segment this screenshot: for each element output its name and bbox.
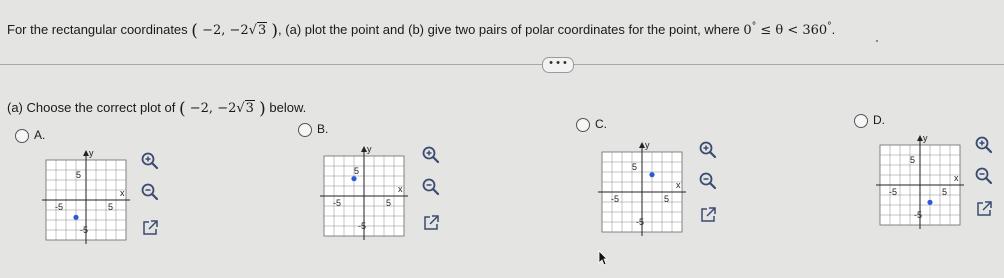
- zoom-out-icon[interactable]: [140, 182, 160, 202]
- option-c-label: C.: [595, 117, 607, 131]
- y-axis-label: y: [367, 144, 372, 154]
- y-tick-label: 5: [354, 166, 360, 176]
- question-text: For the rectangular coordinates ( −2, −2√3 ), (a) plot the point and (b) give two pairs of polar coordinates for the point, where 0° ≤ θ < 360°.: [7, 21, 836, 41]
- x-tick-label: 5: [108, 202, 114, 212]
- zoom-in-icon[interactable]: [698, 140, 718, 160]
- x-axis-label: x: [676, 180, 681, 190]
- graph-option-b: [312, 144, 412, 249]
- y-tick-label: -5: [914, 210, 923, 220]
- x-tick-label: 5: [386, 198, 392, 208]
- mouse-cursor-icon: [598, 250, 608, 266]
- x-tick-label: -5: [55, 202, 64, 212]
- part-a-prompt: (a) Choose the correct plot of ( −2, −2√3 ) below.: [7, 99, 307, 119]
- radio-option-a[interactable]: [15, 129, 29, 143]
- y-tick-label: -5: [636, 217, 645, 227]
- plotted-point: [73, 215, 78, 220]
- decorative-dot: [876, 40, 878, 42]
- theta-condition: 0° ≤ θ < 360°: [743, 21, 832, 38]
- x-axis-label: x: [120, 188, 125, 198]
- radio-option-b[interactable]: [298, 123, 312, 137]
- open-external-icon[interactable]: [974, 199, 994, 219]
- question-suffix: , (a) plot the point and (b) give two pairs of polar coordinates for the point, where: [278, 22, 740, 37]
- x-tick-label: 5: [664, 194, 670, 204]
- option-d-label: D.: [873, 113, 885, 127]
- option-a-label: A.: [34, 128, 46, 142]
- section-divider: [0, 64, 1004, 65]
- x-axis-label: x: [398, 184, 403, 194]
- zoom-out-icon[interactable]: [698, 171, 718, 191]
- open-external-icon[interactable]: [140, 218, 160, 238]
- graph-option-a: [34, 148, 134, 253]
- zoom-in-icon[interactable]: [974, 135, 994, 155]
- y-tick-label: 5: [910, 155, 916, 165]
- graph-option-c: [590, 140, 690, 245]
- more-button[interactable]: • • •: [542, 57, 574, 73]
- plotted-point: [649, 172, 654, 177]
- question-prefix: For the rectangular coordinates: [7, 22, 188, 37]
- zoom-out-icon[interactable]: [974, 166, 994, 186]
- zoom-out-icon[interactable]: [421, 177, 441, 197]
- x-tick-label: -5: [333, 198, 342, 208]
- radio-option-d[interactable]: [854, 114, 868, 128]
- plotted-point: [351, 176, 356, 181]
- graph-option-d: [868, 133, 968, 238]
- open-external-icon[interactable]: [698, 205, 718, 225]
- y-axis-label: y: [923, 133, 928, 143]
- y-tick-label: -5: [80, 225, 89, 235]
- part-a-point: ( −2, −2√3 ): [178, 99, 266, 119]
- option-b-label: B.: [317, 122, 329, 136]
- y-axis-label: y: [89, 148, 94, 158]
- zoom-in-icon[interactable]: [421, 145, 441, 165]
- x-tick-label: -5: [889, 187, 898, 197]
- open-external-icon[interactable]: [421, 213, 441, 233]
- x-tick-label: 5: [942, 187, 948, 197]
- y-tick-label: 5: [632, 162, 638, 172]
- question-point: ( −2, −2√3 ): [191, 21, 279, 41]
- x-axis-label: x: [954, 173, 959, 183]
- y-tick-label: -5: [358, 221, 367, 231]
- y-axis-label: y: [645, 140, 650, 150]
- plotted-point: [927, 200, 932, 205]
- y-tick-label: 5: [76, 170, 82, 180]
- zoom-in-icon[interactable]: [140, 151, 160, 171]
- x-tick-label: -5: [611, 194, 620, 204]
- radio-option-c[interactable]: [576, 118, 590, 132]
